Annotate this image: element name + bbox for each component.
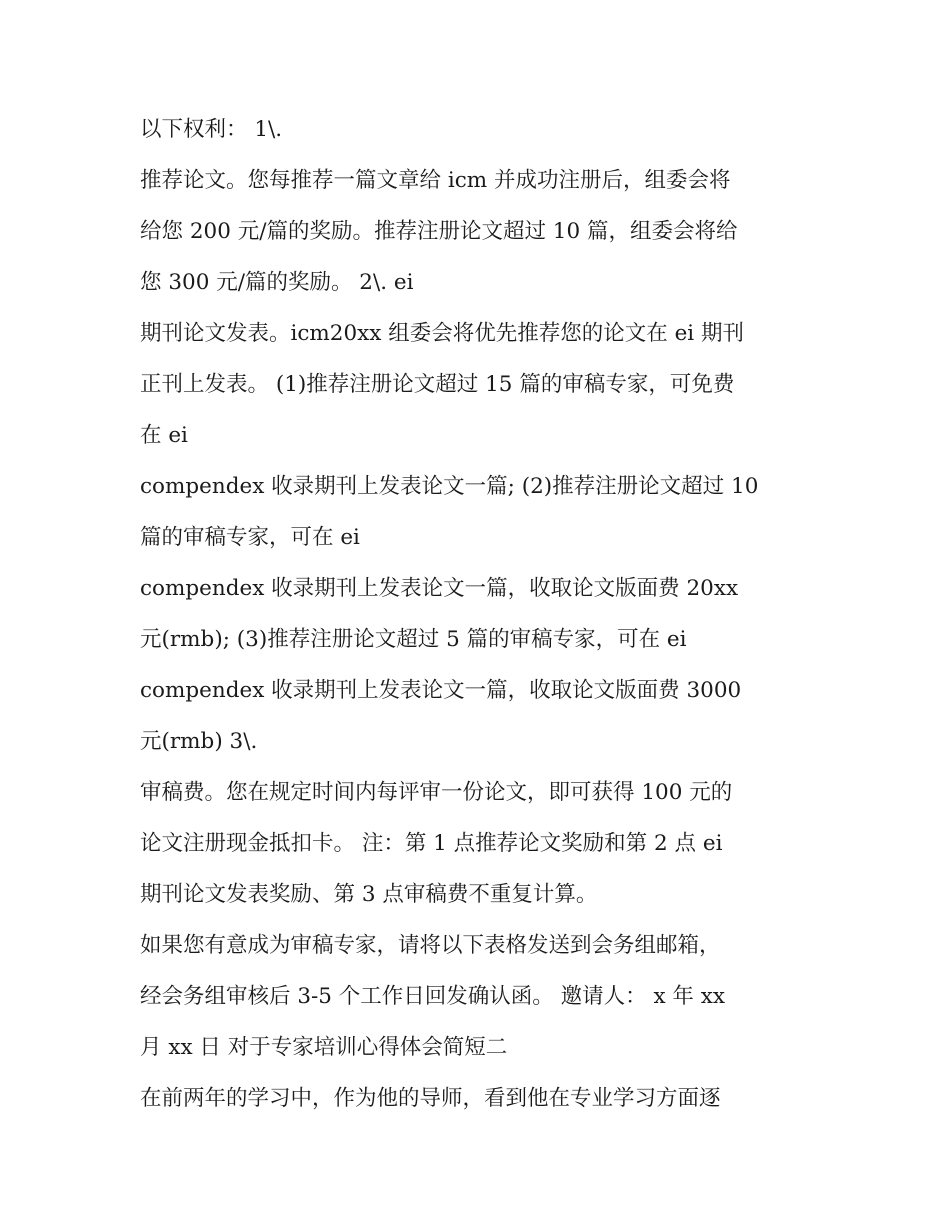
text-line: compendex 收录期刊上发表论文一篇，收取论文版面费 3000 <box>140 678 742 703</box>
text-line: 在前两年的学习中，作为他的导师，看到他在专业学习方面逐 <box>140 1086 721 1111</box>
text-line: 篇的审稿专家，可在 ei <box>140 525 360 550</box>
text-line: 在 ei <box>140 423 188 448</box>
text-line: 元(rmb) 3\. <box>140 729 258 754</box>
text-line: 给您 200 元/篇的奖励。推荐注册论文超过 10 篇，组委会将给 <box>140 219 738 244</box>
text-line: 以下权利： 1\. <box>140 117 283 142</box>
text-line: 您 300 元/篇的奖励。 2\. ei <box>140 270 414 295</box>
text-line: 正刊上发表。 (1)推荐注册论文超过 15 篇的审稿专家，可免费 <box>140 372 735 397</box>
document-body <box>140 104 830 1124</box>
text-line: 期刊论文发表奖励、第 3 点审稿费不重复计算。 <box>140 882 598 907</box>
text-line: 审稿费。您在规定时间内每评审一份论文，即可获得 100 元的 <box>140 780 733 805</box>
text-line: 经会务组审核后 3-5 个工作日回发确认函。 邀请人： x 年 xx <box>140 984 726 1009</box>
text-line: 月 xx 日 对于专家培训心得体会简短二 <box>140 1035 508 1060</box>
text-line: 论文注册现金抵扣卡。 注：第 1 点推荐论文奖励和第 2 点 ei <box>140 831 723 856</box>
text-line: compendex 收录期刊上发表论文一篇; (2)推荐注册论文超过 10 <box>140 474 759 499</box>
text-line: compendex 收录期刊上发表论文一篇，收取论文版面费 20xx <box>140 576 739 601</box>
text-line: 如果您有意成为审稿专家，请将以下表格发送到会务组邮箱， <box>140 933 721 958</box>
text-line: 期刊论文发表。icm20xx 组委会将优先推荐您的论文在 ei 期刊 <box>140 321 745 346</box>
text-line: 推荐论文。您每推荐一篇文章给 icm 并成功注册后，组委会将 <box>140 168 731 193</box>
text-line: 元(rmb); (3)推荐注册论文超过 5 篇的审稿专家，可在 ei <box>140 627 687 652</box>
